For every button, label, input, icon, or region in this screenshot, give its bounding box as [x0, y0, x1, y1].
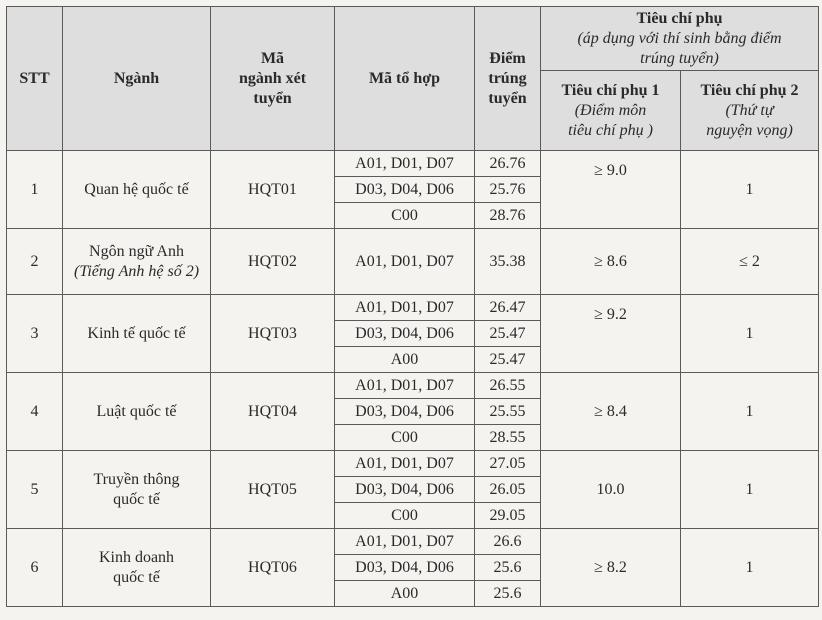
nganh-note: (Tiếng Anh hệ số 2): [73, 262, 200, 280]
cell-nganh: [63, 451, 211, 529]
cell-tcp1: ≥ 8.2: [541, 529, 681, 607]
nganh-line: quốc tế: [113, 490, 160, 508]
header-tcp1: [541, 71, 681, 151]
cell-diem: 29.05: [475, 503, 541, 529]
cell-stt: 5: [7, 451, 63, 529]
cell-diem: 26.6: [475, 529, 541, 555]
cell-tcp1: ≥ 9.2: [541, 295, 681, 373]
cell-stt: 4: [7, 373, 63, 451]
cell-tcp2: 1: [681, 151, 819, 229]
cell-diem: 26.55: [475, 373, 541, 399]
nganh-line: quốc tế: [113, 568, 160, 586]
cell-tcp1: ≥ 9.0: [541, 151, 681, 229]
header-tieu-chi-phu-note: (áp dụng với thí sinh bằng điểm: [577, 29, 782, 47]
header-ma-nganh-line: Mã: [260, 49, 285, 67]
cell-to-hop: C00: [335, 503, 475, 529]
cell-nganh: [63, 529, 211, 607]
cell-to-hop: D03, D04, D06: [335, 477, 475, 503]
cell-diem: 26.76: [475, 151, 541, 177]
cell-ma-nganh: HQT06: [211, 529, 335, 607]
table-body: [7, 151, 819, 607]
header-tieu-chi-phu-note: trúng tuyển): [640, 49, 719, 67]
cell-tcp1: ≥ 8.4: [541, 373, 681, 451]
cell-to-hop: D03, D04, D06: [335, 399, 475, 425]
cell-stt: 1: [7, 151, 63, 229]
cell-diem: 28.55: [475, 425, 541, 451]
cell-ma-nganh: HQT03: [211, 295, 335, 373]
cell-diem: 25.55: [475, 399, 541, 425]
cell-to-hop: A01, D01, D07: [335, 451, 475, 477]
cell-to-hop: A00: [335, 581, 475, 607]
cell-diem: 35.38: [475, 229, 541, 295]
table-row: [7, 229, 819, 295]
header-ma-nganh-line: ngành xét: [238, 69, 307, 87]
cell-tcp2: 1: [681, 451, 819, 529]
table-row: [7, 295, 819, 321]
cell-ma-nganh: HQT04: [211, 373, 335, 451]
cell-diem: 25.47: [475, 321, 541, 347]
header-ma-nganh: [211, 7, 335, 151]
table-row: [7, 451, 819, 477]
cell-stt: 3: [7, 295, 63, 373]
cell-diem: 28.76: [475, 203, 541, 229]
cell-to-hop: A01, D01, D07: [335, 295, 475, 321]
cell-diem: 27.05: [475, 451, 541, 477]
cell-to-hop: A01, D01, D07: [335, 229, 475, 295]
cell-to-hop: D03, D04, D06: [335, 555, 475, 581]
header-diem-line: Điểm: [489, 49, 526, 67]
header-tcp2-note: nguyện vọng): [706, 121, 793, 139]
cell-tcp2: 1: [681, 373, 819, 451]
cell-nganh: [63, 151, 211, 229]
header-tcp2-title: Tiêu chí phụ 2: [700, 81, 799, 99]
nganh-line: Luật quốc tế: [96, 402, 177, 420]
cell-to-hop: C00: [335, 203, 475, 229]
nganh-line: Kinh doanh: [98, 548, 175, 566]
header-diem: [475, 7, 541, 151]
cell-ma-nganh: HQT01: [211, 151, 335, 229]
cell-stt: 2: [7, 229, 63, 295]
cell-diem: 25.76: [475, 177, 541, 203]
cell-to-hop: A01, D01, D07: [335, 529, 475, 555]
cell-tcp2: 1: [681, 529, 819, 607]
header-diem-line: trúng: [488, 69, 527, 87]
cell-to-hop: C00: [335, 425, 475, 451]
header-tcp1-note: tiêu chí phụ ): [568, 121, 653, 139]
header-nganh: Ngành: [63, 7, 211, 151]
header-tieu-chi-phu-title: Tiêu chí phụ: [636, 9, 723, 27]
nganh-line: Quan hệ quốc tế: [84, 180, 189, 198]
cell-diem: 26.05: [475, 477, 541, 503]
nganh-line: Kinh tế quốc tế: [87, 324, 186, 342]
cell-nganh: [63, 229, 211, 295]
header-ma-nganh-line: tuyển: [253, 89, 292, 107]
header-stt: STT: [7, 7, 63, 151]
table-row: [7, 373, 819, 399]
cell-diem: 25.47: [475, 347, 541, 373]
cell-diem: 25.6: [475, 555, 541, 581]
table-row: [7, 151, 819, 177]
header-tcp2-note: (Thứ tự: [725, 101, 774, 119]
header-tcp1-note: (Điểm môn: [574, 101, 647, 119]
nganh-line: Truyền thông: [93, 470, 180, 488]
document-page: [6, 6, 819, 607]
header-tieu-chi-phu: [541, 7, 819, 71]
cell-ma-nganh: HQT05: [211, 451, 335, 529]
header-ma-to-hop: Mã tổ hợp: [335, 7, 475, 151]
cell-to-hop: A01, D01, D07: [335, 151, 475, 177]
cell-nganh: [63, 373, 211, 451]
cell-tcp1: ≥ 8.6: [541, 229, 681, 295]
admission-score-table: [6, 6, 819, 607]
nganh-line: Ngôn ngữ Anh: [89, 242, 184, 260]
header-diem-line: tuyển: [488, 89, 527, 107]
cell-diem: 25.6: [475, 581, 541, 607]
header-tcp1-title: Tiêu chí phụ 1: [561, 81, 660, 99]
cell-nganh: [63, 295, 211, 373]
cell-to-hop: D03, D04, D06: [335, 321, 475, 347]
header-tcp2: [681, 71, 819, 151]
cell-to-hop: A01, D01, D07: [335, 373, 475, 399]
cell-tcp2: 1: [681, 295, 819, 373]
cell-tcp2: ≤ 2: [681, 229, 819, 295]
cell-stt: 6: [7, 529, 63, 607]
cell-to-hop: A00: [335, 347, 475, 373]
cell-ma-nganh: HQT02: [211, 229, 335, 295]
table-header: [7, 7, 819, 151]
table-row: [7, 529, 819, 555]
cell-diem: 26.47: [475, 295, 541, 321]
cell-tcp1: 10.0: [541, 451, 681, 529]
cell-to-hop: D03, D04, D06: [335, 177, 475, 203]
